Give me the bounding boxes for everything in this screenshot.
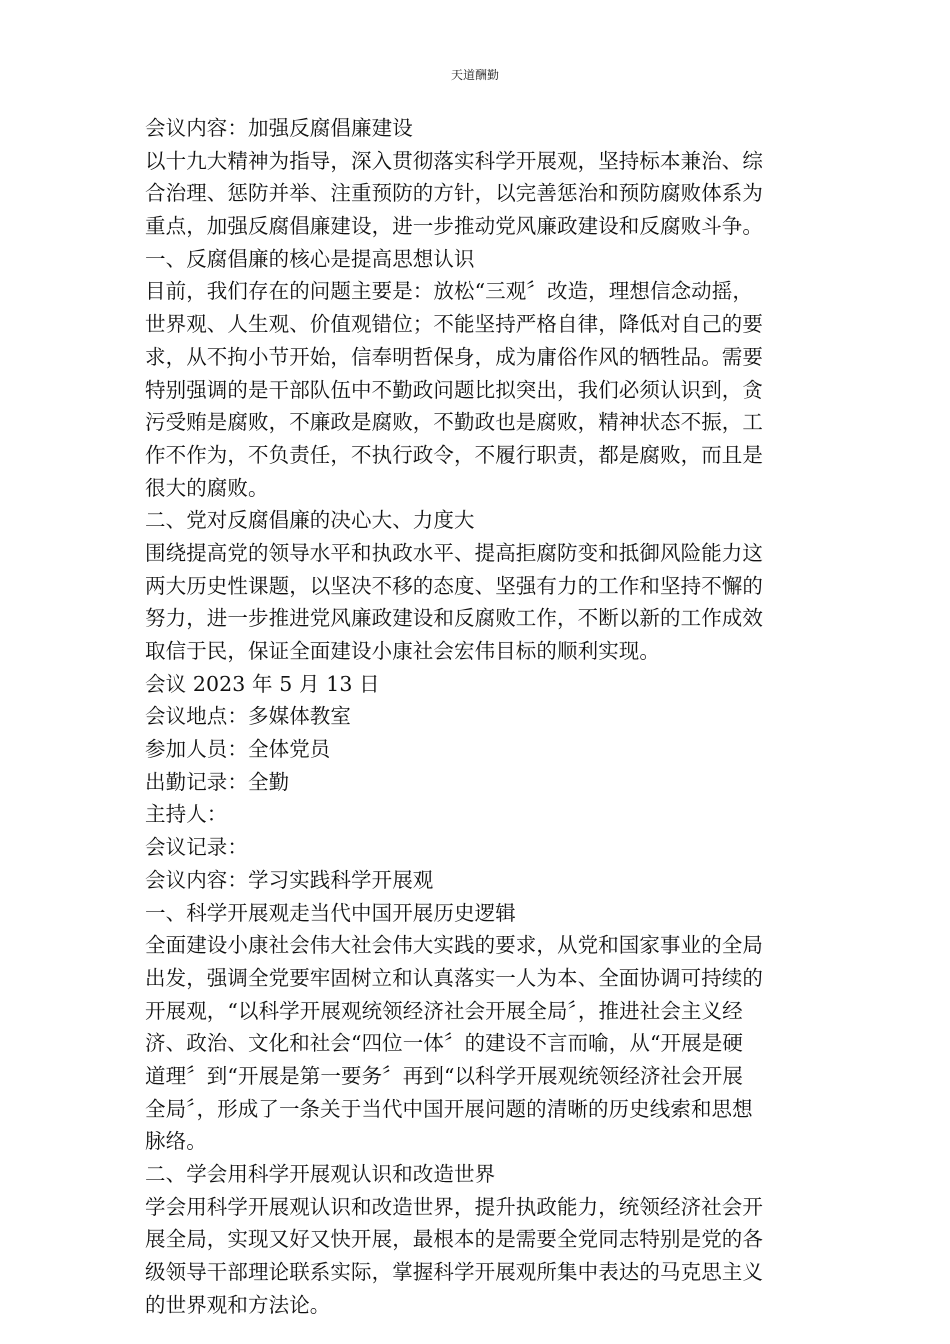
paragraph-line: 合治理、惩防并举、注重预防的方针，以完善惩治和预防腐败体系为 — [145, 181, 763, 206]
paragraph-line: 重点，加强反腐倡廉建设，进一步推动党风廉政建设和反腐败斗争。 — [145, 214, 763, 239]
paragraph-line: 学会用科学开展观认识和改造世界，提升执政能力，统领经济社会开 — [145, 1194, 763, 1219]
meeting-date: 会议 2023 年 5 月 13 日 — [145, 671, 380, 696]
paragraph-line: 世界观、人生观、价值观错位；不能坚持严格自律，降低对自己的要 — [145, 312, 763, 337]
attendance-record: 出勤记录：全勤 — [145, 769, 290, 794]
meeting-host: 主持人： — [145, 802, 228, 827]
paragraph-line: 道理〞到“开展是第一要务〞再到“以科学开展观统领经济社会开展 — [145, 1063, 743, 1088]
paragraph-line: 求，从不拘小节开始，信奉明哲保身，成为庸俗作风的牺牲品。需要 — [145, 344, 763, 369]
paragraph-line: 济、政治、文化和社会“四位一体〞的建设不言而喻，从“开展是硬 — [145, 1031, 743, 1056]
meeting-content-heading: 会议内容：学习实践科学开展观 — [145, 867, 434, 892]
meeting-location: 会议地点：多媒体教室 — [145, 704, 351, 729]
paragraph-line: 开展观，“以科学开展观统领经济社会开展全局〞，推进社会主义经 — [145, 998, 743, 1023]
section-heading: 二、党对反腐倡廉的决心大、力度大 — [145, 508, 475, 533]
paragraph-line: 出发，强调全党要牢固树立和认真落实一人为本、全面协调可持续的 — [145, 965, 763, 990]
meeting-content-heading: 会议内容：加强反腐倡廉建设 — [145, 116, 413, 140]
page-header: 天道酬勤 — [450, 68, 499, 82]
paragraph-line: 污受贿是腐败，不廉政是腐败，不勤政也是腐败，精神状态不振，工 — [145, 410, 763, 435]
paragraph-line: 作不作为，不负责任，不执行政令，不履行职责，都是腐败，而且是 — [145, 442, 763, 467]
section-heading: 二、学会用科学开展观认识和改造世界 — [145, 1162, 496, 1186]
section-heading: 一、反腐倡廉的核心是提高思想认识 — [145, 246, 475, 271]
meeting-attendees: 参加人员：全体党员 — [145, 737, 331, 762]
paragraph-line: 以十九大精神为指导，深入贯彻落实科学开展观，坚持标本兼治、综 — [145, 148, 763, 173]
meeting-record: 会议记录： — [145, 835, 248, 860]
paragraph-line: 级领导干部理论联系实际，掌握科学开展观所集中表达的马克思主义 — [145, 1260, 763, 1285]
paragraph-line: 特别强调的是干部队伍中不勤政问题比拟突出，我们必须认识到，贪 — [145, 377, 763, 402]
paragraph-line: 取信于民，保证全面建设小康社会宏伟目标的顺利实现。 — [145, 639, 660, 663]
paragraph-line: 两大历史性课题，以坚决不移的态度、坚强有力的工作和坚持不懈的 — [145, 573, 763, 598]
paragraph-line: 目前，我们存在的问题主要是：放松“三观〞改造，理想信念动摇， — [145, 279, 753, 304]
document-body — [145, 112, 797, 1321]
paragraph-line: 围绕提高党的领导水平和执政水平、提高拒腐防变和抵御风险能力这 — [145, 540, 763, 565]
paragraph-line: 努力，进一步推进党风廉政建设和反腐败工作，不断以新的工作成效 — [145, 606, 763, 631]
paragraph-line: 全局〞，形成了一条关于当代中国开展问题的清晰的历史线索和思想 — [145, 1096, 753, 1121]
paragraph-line: 全面建设小康社会伟大社会伟大实践的要求，从党和国家事业的全局 — [145, 933, 763, 958]
paragraph-line: 的世界观和方法论。 — [145, 1292, 331, 1317]
paragraph-line: 展全局，实现又好又快开展，最根本的是需要全党同志特别是党的各 — [145, 1227, 763, 1252]
paragraph-line: 很大的腐败。 — [145, 475, 269, 500]
section-heading: 一、科学开展观走当代中国开展历史逻辑 — [145, 900, 516, 925]
paragraph-line: 脉络。 — [145, 1129, 207, 1154]
